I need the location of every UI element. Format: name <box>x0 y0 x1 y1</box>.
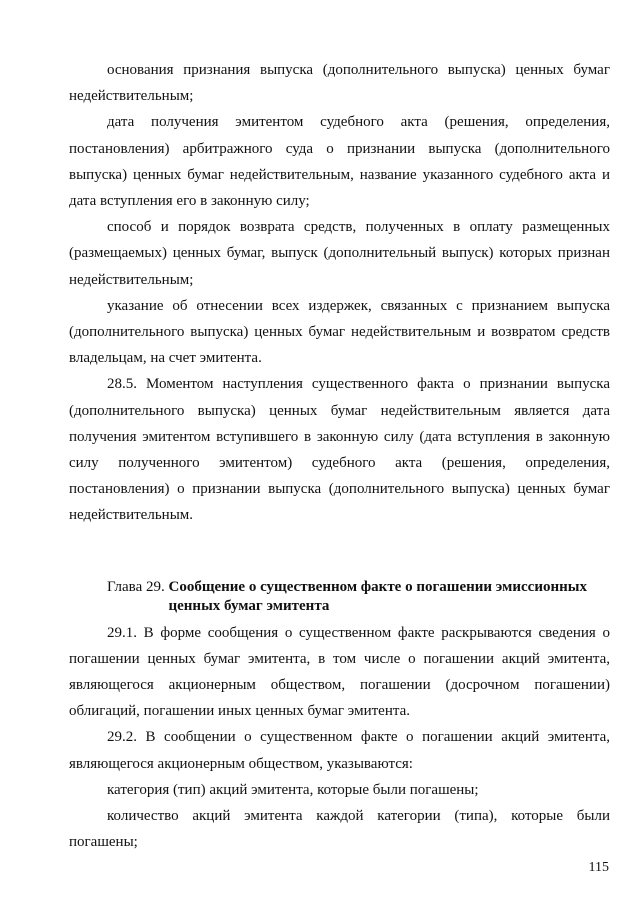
paragraph-share-category: категория (тип) акций эмитента, которые были погашены; <box>107 781 479 798</box>
paragraph-share-quantity: количество акций эмитента каждой категории (типа), которые были погашены; <box>69 808 610 851</box>
paragraph-refund-method: способ и порядок возврата средств, полученных в оплату размещенных (размещаемых) ценных бумаг, выпуск (дополнительный выпуск) которых признан недействительным; <box>69 219 610 288</box>
paragraph-court-act-date: дата получения эмитентом судебного акта (решения, определения, постановления) арбитражного суда о признании выпуска (дополнительного выпуска) ценных бумаг недействительным, название указанного судебного акта и дата вступления его в законную силу; <box>69 114 610 210</box>
paragraph-grounds: основания признания выпуска (дополнительного выпуска) ценных бумаг недействительным; <box>69 62 610 105</box>
chapter-number: Глава 29. <box>107 578 169 595</box>
chapter-heading <box>69 578 610 616</box>
document-page <box>69 57 610 855</box>
paragraph-29-1: 29.1. В форме сообщения о существенном факте раскрываются сведения о погашении ценных бумаг эмитента, в том числе о погашении акций эмитента, являющегося акционерным обществом, погашении (досрочном погашении) облигаций, погашении иных ценных бумаг эмитента. <box>69 624 610 720</box>
paragraph-expenses: указание об отнесении всех издержек, связанных с признанием выпуска (дополнительного выпуска) ценных бумаг недействительным и возвратом средств владельцам, на счет эмитента. <box>69 297 610 367</box>
paragraph-28-5: 28.5. Моментом наступления существенного факта о признании выпуска (дополнительного выпуска) ценных бумаг недействительным является дата получения эмитентом вступившего в законную силу (дата вступления в законную силу полученного эмитентом) судебного акта (решения, определения, постановления) о признании выпуска (дополнительного выпуска) ценных бумаг недействительным. <box>69 376 610 524</box>
page-number: 115 <box>588 860 609 875</box>
chapter-title: Сообщение о существенном факте о погашении эмиссионных ценных бумаг эмитента <box>168 578 587 614</box>
paragraph-29-2: 29.2. В сообщении о существенном факте о погашении акций эмитента, являющегося акционерным обществом, указываются: <box>69 729 610 772</box>
